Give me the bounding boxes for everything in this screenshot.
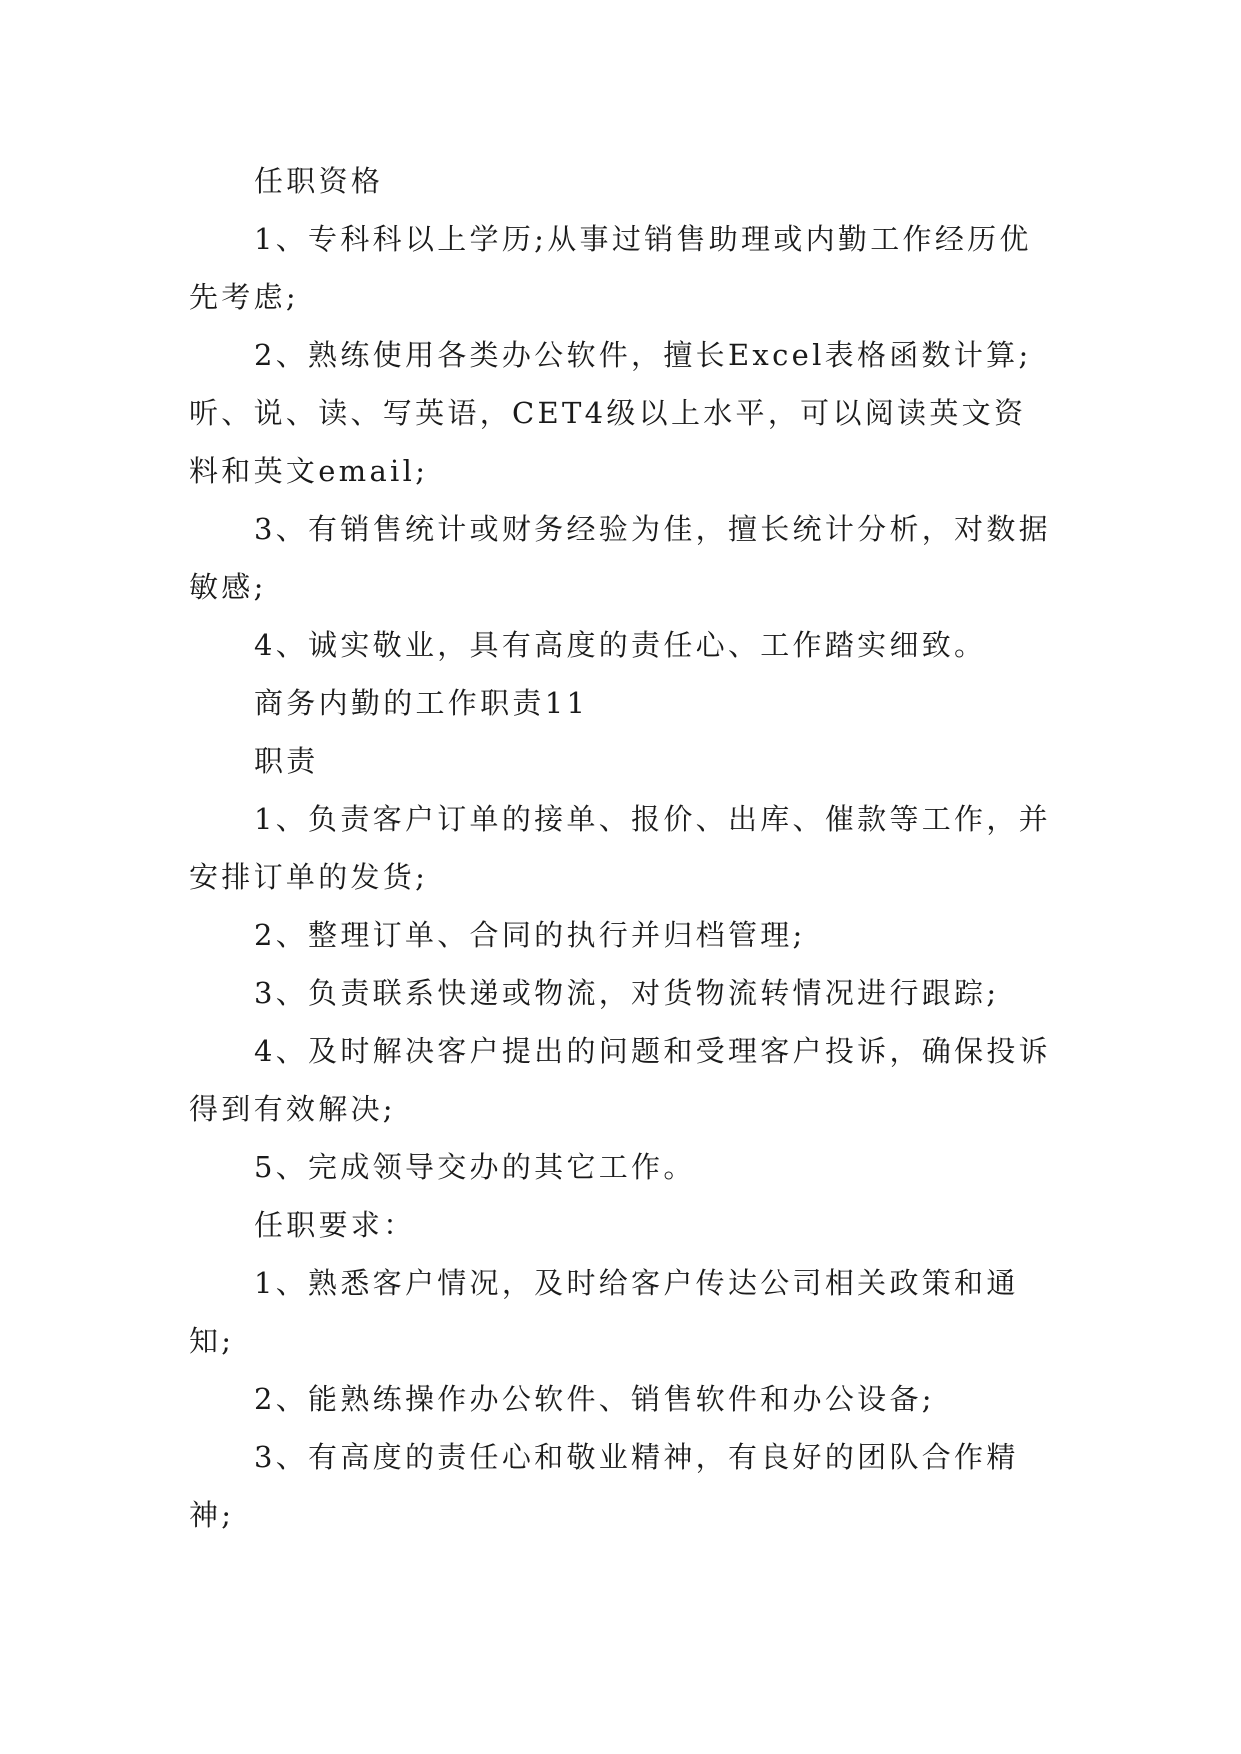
duty-item-1: 1、负责客户订单的接单、报价、出库、催款等工作，并安排订单的发货; — [189, 802, 1051, 894]
heading-requirements: 任职要求： — [254, 1208, 416, 1242]
qualification-item-1: 1、专科科以上学历;从事过销售助理或内勤工作经历优先考虑; — [189, 222, 1032, 314]
qualification-item-3: 3、有销售统计或财务经验为佳，擅长统计分析，对数据敏感; — [189, 512, 1051, 604]
duty-item-4: 4、及时解决客户提出的问题和受理客户投诉，确保投诉得到有效解决; — [189, 1034, 1051, 1126]
qualification-item-4: 4、诚实敬业，具有高度的责任心、工作踏实细致。 — [254, 628, 987, 662]
duty-item-3: 3、负责联系快递或物流，对货物流转情况进行跟踪; — [254, 976, 1000, 1010]
duty-item-5: 5、完成领导交办的其它工作。 — [254, 1150, 696, 1184]
qualification-item-2: 2、熟练使用各类办公软件，擅长Excel表格函数计算;听、说、读、写英语，CET4级以上水平，可以阅读英文资料和英文email; — [189, 338, 1032, 488]
requirement-item-3: 3、有高度的责任心和敬业精神，有良好的团队合作精神; — [189, 1440, 1019, 1532]
requirement-item-2: 2、能熟练操作办公软件、销售软件和办公设备; — [254, 1382, 935, 1416]
heading-qualifications: 任职资格 — [254, 164, 384, 198]
section-title: 商务内勤的工作职责11 — [254, 686, 589, 720]
document-body — [189, 152, 1051, 1544]
duty-item-2: 2、整理订单、合同的执行并归档管理; — [254, 918, 806, 952]
heading-duties: 职责 — [254, 744, 319, 778]
requirement-item-1: 1、熟悉客户情况，及时给客户传达公司相关政策和通知; — [189, 1266, 1019, 1358]
